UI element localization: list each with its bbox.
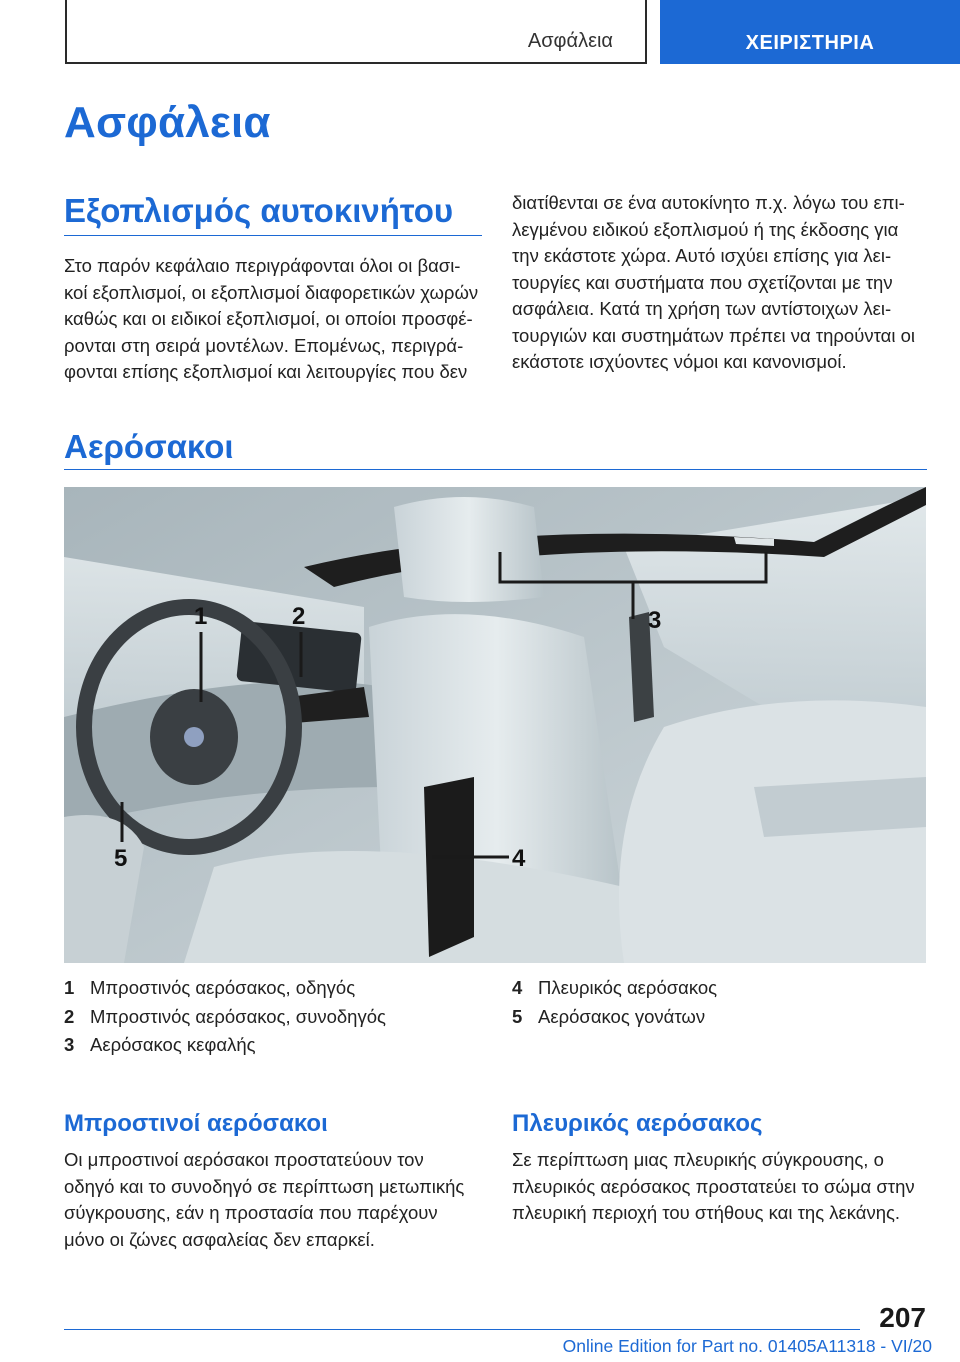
text-line: ασφάλεια. Κατά τη χρήση των αντίστοιχων λει- bbox=[512, 298, 892, 319]
front-airbags-text bbox=[64, 1147, 494, 1253]
legend-right bbox=[512, 974, 932, 1031]
text-line: κοί εξοπλισμοί, οι εξοπλισμοί διαφορετικών χωρών bbox=[64, 281, 479, 303]
text-line: Στο παρόν κεφάλαιο περιγράφονται όλοι οι βασι- bbox=[64, 255, 461, 276]
side-airbag-heading: Πλευρικός αερόσακος bbox=[512, 1110, 763, 1137]
text-line: διατίθενται σε ένα αυτοκίνητο π.χ. λόγω του επι- bbox=[512, 192, 905, 213]
legend-label: Αερόσακος γονάτων bbox=[538, 1005, 706, 1027]
callout-2: 2 bbox=[292, 603, 306, 630]
page-number: 207 bbox=[879, 1302, 926, 1333]
text-line: καθώς και οι ειδικοί εξοπλισμοί, οι οποίοι προσφέ- bbox=[64, 308, 473, 329]
legend-item bbox=[512, 1003, 932, 1032]
legend-item bbox=[512, 974, 932, 1003]
text-line: λεγμένου ειδικού εξοπλισμού ή της έκδοσης για bbox=[512, 218, 899, 240]
page-title: Ασφάλεια bbox=[64, 98, 271, 147]
legend-item bbox=[64, 1031, 484, 1060]
legend-label: Μπροστινός αερόσακος, συνοδηγός bbox=[90, 1005, 386, 1027]
text-line: πλευρικός αερόσακος προστατεύει το σώμα στην bbox=[512, 1175, 915, 1197]
text-line: σύγκρουσης, εάν η προστασία που παρέχουν bbox=[64, 1202, 438, 1223]
side-airbag-zone bbox=[424, 777, 474, 957]
legend-number: 5 bbox=[512, 1005, 523, 1027]
legend-number: 3 bbox=[64, 1034, 75, 1055]
callout-3: 3 bbox=[648, 607, 662, 634]
airbags-heading-rule bbox=[64, 469, 927, 470]
callout-4: 4 bbox=[512, 845, 526, 872]
text-line: Σε περίπτωση μιας πλευρικής σύγκρουσης, ο bbox=[512, 1149, 884, 1170]
legend-label: Πλευρικός αερόσακος bbox=[538, 977, 718, 998]
callout-1: 1 bbox=[194, 603, 208, 630]
legend-number: 2 bbox=[64, 1005, 75, 1027]
header-section-label: Ασφάλεια bbox=[527, 30, 613, 52]
legend-number: 1 bbox=[64, 977, 75, 998]
text-line: εκάστοτε ισχύοντες νόμοι και κανονισμοί. bbox=[512, 351, 847, 372]
callout-5: 5 bbox=[114, 845, 128, 872]
side-airbag-text bbox=[512, 1147, 942, 1227]
legend-label: Μπροστινός αερόσακος, οδηγός bbox=[90, 977, 356, 998]
text-line: Οι μπροστινοί αερόσακοι προστατεύουν τον bbox=[64, 1149, 424, 1170]
text-line: τουργίες και συστήματα που σχετίζονται με την bbox=[512, 271, 893, 293]
legend-item bbox=[64, 974, 484, 1003]
equipment-text-right bbox=[512, 190, 932, 376]
equipment-text-left bbox=[64, 253, 484, 386]
legend-item bbox=[64, 1003, 484, 1032]
car-interior-illustration bbox=[64, 487, 926, 963]
legend-label: Αερόσακος κεφαλής bbox=[90, 1034, 256, 1055]
footer-edition-text: Online Edition for Part no. 01405A11318 - VI/20 bbox=[562, 1336, 932, 1356]
legend-left bbox=[64, 974, 484, 1060]
airbag-diagram bbox=[64, 487, 926, 963]
airbags-heading: Αερόσακοι bbox=[64, 428, 234, 465]
equipment-heading: Εξοπλισμός αυτοκινήτου bbox=[64, 192, 454, 229]
footer-rule bbox=[64, 1329, 860, 1330]
text-line: μόνο οι ζώνες ασφαλείας δεν επαρκεί. bbox=[64, 1228, 375, 1250]
text-line: πλευρική περιοχή του στήθους και της λεκάνης. bbox=[512, 1202, 901, 1223]
text-line: οδηγό και το συνοδηγό σε περίπτωση μετωπικής bbox=[64, 1175, 465, 1197]
legend-number: 4 bbox=[512, 977, 523, 998]
header-chapter-tab[interactable]: ΧΕΙΡΙΣΤΗΡΙΑ bbox=[660, 0, 960, 64]
text-line: ρονται στη σειρά μοντέλων. Επομένως, περιγρά- bbox=[64, 334, 464, 356]
front-airbags-heading: Μπροστινοί αερόσακοι bbox=[64, 1110, 328, 1137]
text-line: φονται επίσης εξοπλισμοί και λειτουργίες που δεν bbox=[64, 361, 468, 382]
equipment-heading-rule bbox=[64, 235, 482, 236]
text-line: τουργιών και συστημάτων πρέπει να τηρούνται οι bbox=[512, 324, 915, 346]
text-line: την εκάστοτε χώρα. Αυτό ισχύει επίσης για λει- bbox=[512, 245, 892, 266]
